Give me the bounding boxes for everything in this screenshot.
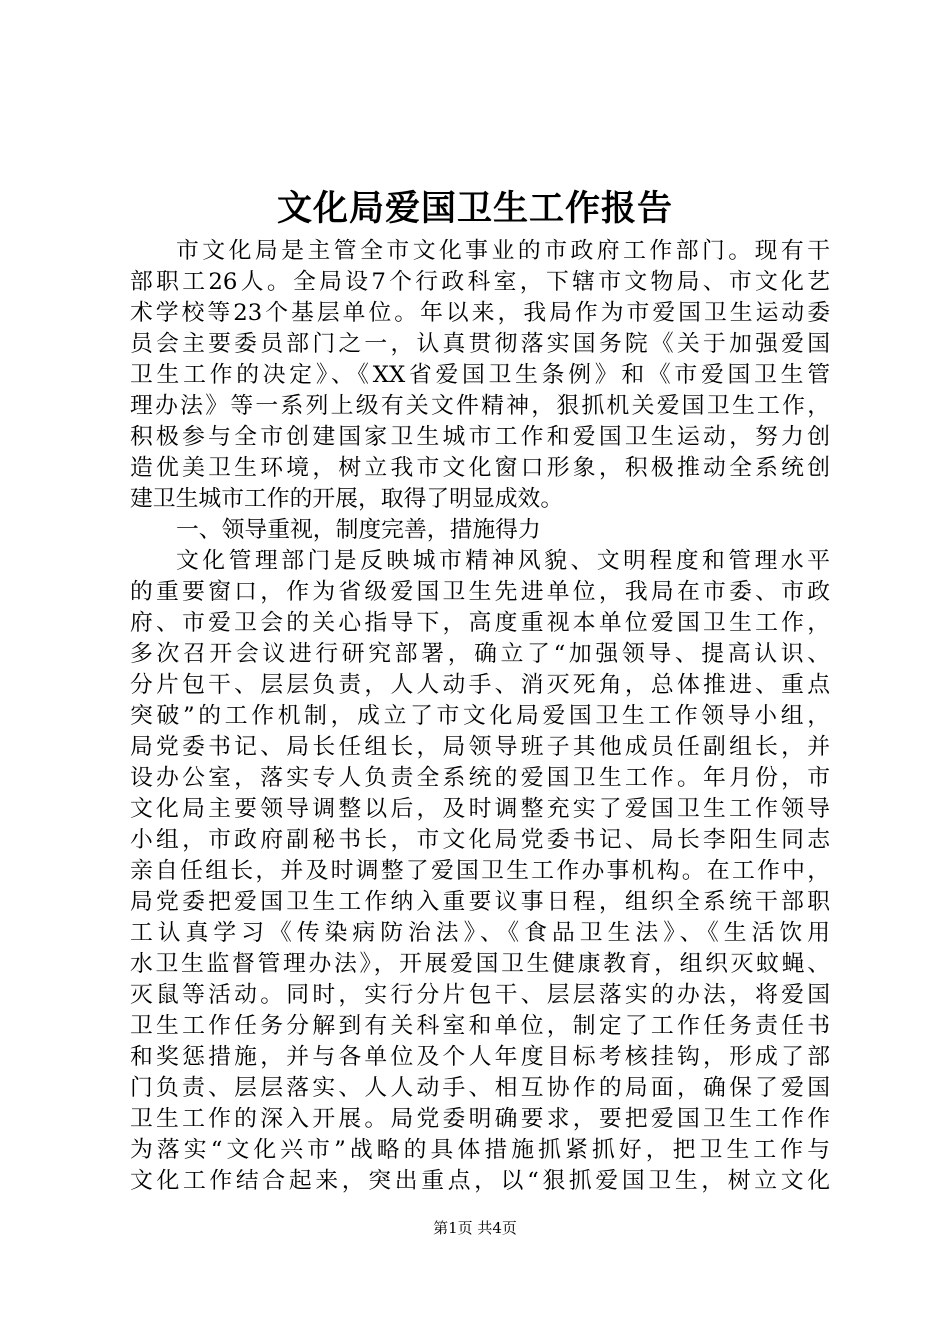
paragraph — [130, 236, 830, 515]
paragraph-line: 卫生工作的决定》、《XX省爱国卫生条例》和《市爱国卫生管 — [130, 362, 830, 388]
paragraph-line: 建卫生城市工作的开展，取得了明显成效。 — [130, 486, 564, 512]
paragraph-line: 文化工作结合起来，突出重点，以“狠抓爱国卫生，树立文化 — [130, 1168, 830, 1194]
paragraph — [130, 546, 830, 1197]
paragraph-line: 府、市爱卫会的关心指导下，高度重视本单位爱国卫生工作， — [130, 610, 830, 636]
paragraph-line: 造优美卫生环境，树立我市文化窗口形象，积极推动全系统创 — [130, 455, 830, 481]
paragraph-line: 突破”的工作机制，成立了市文化局爱国卫生工作领导小组， — [130, 703, 830, 729]
paragraph-line: 为落实“文化兴市”战略的具体措施抓紧抓好，把卫生工作与 — [130, 1137, 830, 1163]
paragraph-line: 门负责、层层落实、人人动手、相互协作的局面，确保了爱国 — [130, 1075, 830, 1101]
paragraph-line: 水卫生监督管理办法》，开展爱国卫生健康教育，组织灭蚊蝇、 — [130, 951, 830, 977]
paragraph-line: 亲自任组长，并及时调整了爱国卫生工作办事机构。在工作中， — [130, 858, 830, 884]
paragraph-line: 卫生工作任务分解到有关科室和单位，制定了工作任务责任书 — [130, 1013, 830, 1039]
paragraph-line: 设办公室，落实专人负责全系统的爱国卫生工作。年月份，市 — [130, 765, 830, 791]
paragraph-line: 积极参与全市创建国家卫生城市工作和爱国卫生运动，努力创 — [130, 424, 830, 450]
paragraph-line: 多次召开会议进行研究部署，确立了“加强领导、提高认识、 — [130, 641, 830, 667]
paragraph-line: 局党委书记、局长任组长，局领导班子其他成员任副组长，并 — [130, 734, 830, 760]
document-title: 文化局爱国卫生工作报告 — [276, 188, 673, 229]
paragraph-line: 术学校等23个基层单位。年以来，我局作为市爱国卫生运动委 — [130, 300, 830, 326]
paragraph-line: 部职工26人。全局设7个行政科室，下辖市文物局、市文化艺 — [130, 269, 830, 295]
paragraph-line: 市文化局是主管全市文化事业的市政府工作部门。现有干 — [176, 238, 830, 264]
paragraph-line: 小组，市政府副秘书长，市文化局党委书记、局长李阳生同志 — [130, 827, 830, 853]
paragraph-line: 局党委把爱国卫生工作纳入重要议事日程，组织全系统干部职 — [130, 889, 830, 915]
document-body — [130, 236, 830, 1197]
paragraph-line: 文化管理部门是反映城市精神风貌、文明程度和管理水平 — [176, 548, 830, 574]
paragraph-line: 员会主要委员部门之一，认真贯彻落实国务院《关于加强爱国 — [130, 331, 830, 357]
paragraph-line: 文化局主要领导调整以后，及时调整充实了爱国卫生工作领导 — [130, 796, 830, 822]
paragraph-line: 一、领导重视，制度完善，措施得力 — [176, 517, 541, 543]
paragraph-line: 工认真学习《传染病防治法》、《食品卫生法》、《生活饮用 — [130, 920, 830, 946]
page-footer: 第1页 共4页 — [433, 1219, 517, 1237]
paragraph-line: 灭鼠等活动。同时，实行分片包干、层层落实的办法，将爱国 — [130, 982, 830, 1008]
paragraph-line: 卫生工作的深入开展。局党委明确要求，要把爱国卫生工作作 — [130, 1106, 830, 1132]
paragraph-line: 理办法》等一系列上级有关文件精神，狠抓机关爱国卫生工作， — [130, 393, 830, 419]
paragraph-line: 分片包干、层层负责，人人动手、消灭死角，总体推进、重点 — [130, 672, 830, 698]
paragraph-line: 的重要窗口，作为省级爱国卫生先进单位，我局在市委、市政 — [130, 579, 830, 605]
paragraph-line: 和奖惩措施，并与各单位及个人年度目标考核挂钩，形成了部 — [130, 1044, 830, 1070]
section-heading — [130, 515, 830, 546]
